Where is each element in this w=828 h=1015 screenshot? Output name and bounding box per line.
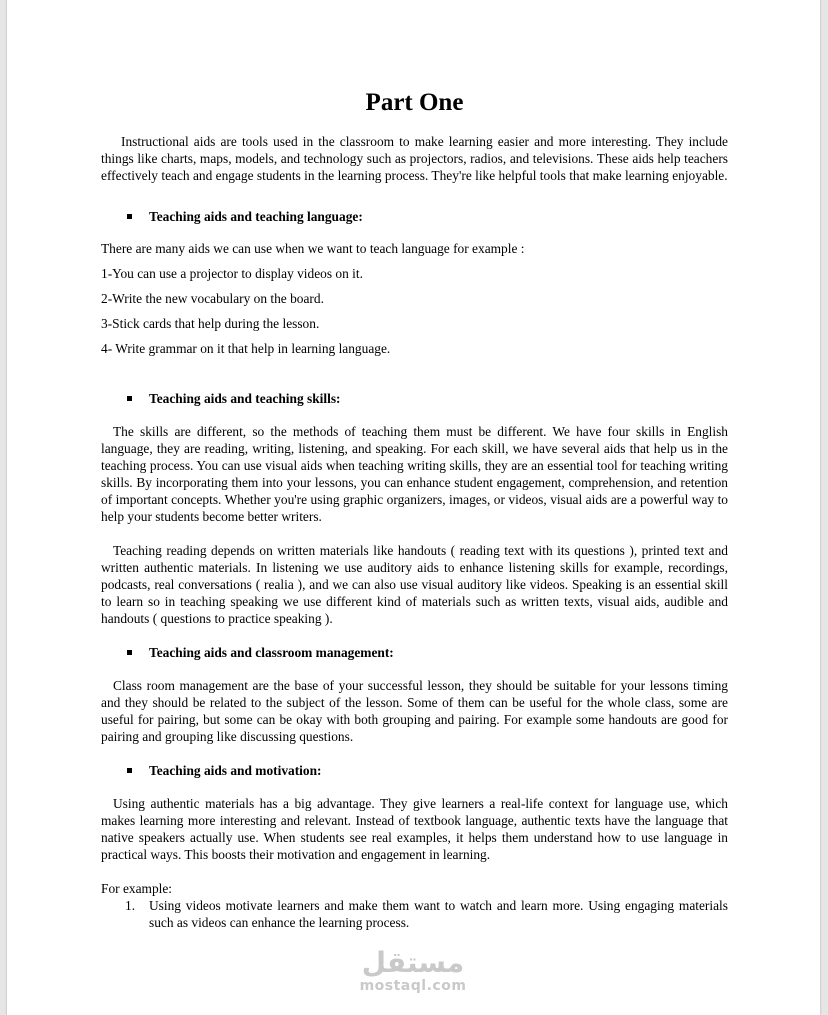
- example-lead: For example:: [101, 881, 173, 896]
- bullet-square-icon: [127, 396, 132, 401]
- page-title: Part One: [365, 89, 464, 116]
- bullet-square-icon: [127, 214, 132, 219]
- document-page: [7, 0, 820, 1015]
- example-list-item: [101, 897, 728, 931]
- language-item: 3-Stick cards that help during the lesson.: [101, 316, 320, 331]
- skills-paragraph: Teaching reading depends on written materials like handouts ( reading text with its questions ), printed text and written authentic materials. In listening we use auditory aids to enhance listening skills for example, recordings, podcasts, real conversations ( realia ), and we can also use visual auditory like videos. Speaking is an essential skill to learn so in teaching speaking we use different kind of materials such as written texts, visual aids, audible and handouts ( questions to practice speaking ).: [101, 543, 728, 626]
- management-paragraph: Class room management are the base of your successful lesson, they should be suitable for your lessons timing and they should be related to the subject of the lesson. Some of them can be useful for the whole class, some are useful for pairing, but some can be okay with both grouping and pairing. For example some handouts are good for pairing and grouping like discussing questions.: [101, 678, 728, 744]
- example-number: 1.: [125, 898, 136, 913]
- skills-paragraph: The skills are different, so the methods of teaching them must be different. We have four skills in English language, they are reading, writing, listening, and speaking. For each skill, we have several aids that help us in the teaching process. You can use visual aids when teaching writing skills, they are an essential tool for teaching writing skills. By incorporating them into your lessons, you can enhance student engagement, comprehension, and retention of important concepts. Whether you're using graphic organizers, images, or videos, visual aids are a powerful way to help your students become better writers.: [101, 424, 728, 524]
- language-item: 2-Write the new vocabulary on the board.: [101, 291, 324, 306]
- section-heading-motivation: Teaching aids and motivation:: [101, 762, 728, 779]
- bullet-square-icon: [127, 650, 132, 655]
- watermark-latin-text: mostaql.com: [359, 978, 467, 994]
- bullet-square-icon: [127, 768, 132, 773]
- section-heading-management: Teaching aids and classroom management:: [101, 644, 728, 661]
- document-content: [101, 88, 728, 931]
- language-lead: There are many aids we can use when we want to teach language for example :: [101, 241, 525, 256]
- watermark-arabic-text: مستقل: [361, 946, 465, 979]
- language-item: 1-You can use a projector to display videos on it.: [101, 266, 363, 281]
- example-text: Using videos motivate learners and make them want to watch and learn more. Using engaging materials such as videos can enhance the learning process.: [149, 898, 728, 930]
- mostaql-watermark-logo: [358, 948, 468, 994]
- intro-paragraph: Instructional aids are tools used in the classroom to make learning easier and more interesting. They include things like charts, maps, models, and technology such as projectors, radios, and televisions. These aids help teachers effectively teach and engage students in the learning process. They're like helpful tools that make learning enjoyable.: [101, 134, 728, 183]
- section-heading-skills: Teaching aids and teaching skills:: [101, 390, 728, 407]
- section-heading-language: Teaching aids and teaching language:: [101, 208, 728, 225]
- language-item: 4- Write grammar on it that help in learning language.: [101, 341, 391, 356]
- motivation-paragraph: Using authentic materials has a big advantage. They give learners a real-life context for language use, which makes learning more interesting and relevant. Instead of textbook language, authentic texts have the language that native speakers actually use. When students see real examples, it helps them understand how to use language in practical ways. This boosts their motivation and engagement in learning.: [101, 796, 728, 862]
